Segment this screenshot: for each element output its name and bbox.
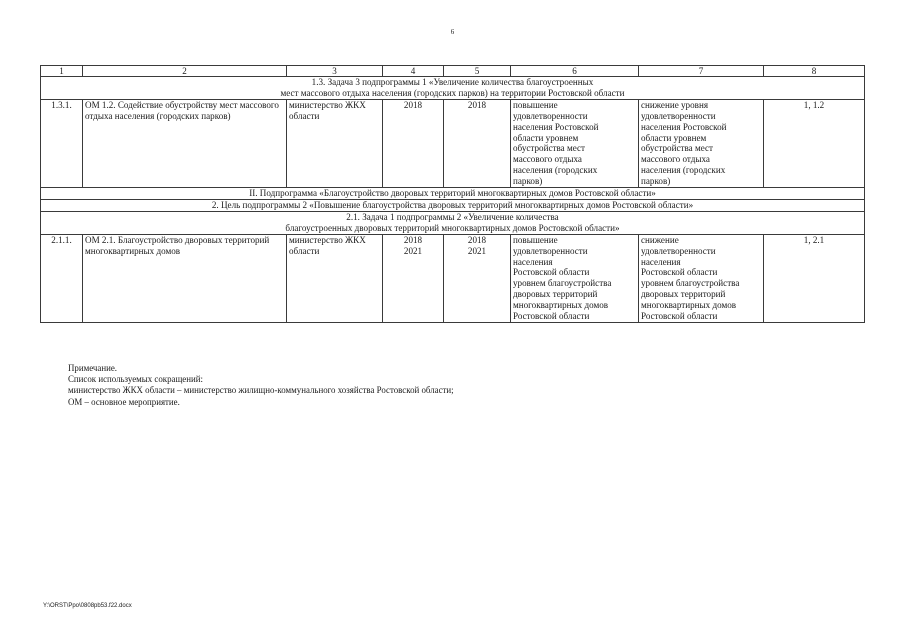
- row-number: 2.1.1.: [41, 234, 83, 322]
- end-year: 2018 2021: [444, 234, 511, 322]
- header-cell: 6: [511, 66, 639, 77]
- start-year: 2018 2021: [383, 234, 444, 322]
- section-goal-2: 2. Цель подпрограммы 2 «Повышение благоустройства дворовых территорий многоквартирных домов Ростовской области»: [41, 199, 865, 211]
- measure-name: ОМ 1.2. Содействие обустройству мест массового отдыха населения (городских парков): [83, 99, 287, 187]
- section-row: [41, 77, 865, 100]
- file-path-footer: Y:\ORST\Ppo\0808pb53.f22.docx: [43, 603, 132, 609]
- table-row: [41, 234, 865, 322]
- header-row: [41, 66, 865, 77]
- section-task-2-1: 2.1. Задача 1 подпрограммы 2 «Увеличение количества благоустроенных дворовых территорий многоквартирных домов Ростовской области»: [41, 211, 865, 234]
- section-row: [41, 188, 865, 200]
- header-cell: 8: [764, 66, 865, 77]
- abbreviation-item: министерство ЖКХ области – министерство жилищно-коммунального хозяйства Ростовской области;: [68, 385, 454, 396]
- measure-name: ОМ 2.1. Благоустройство дворовых территорий многоквартирных домов: [83, 234, 287, 322]
- non-implementation-consequence: снижение удовлетворенности населения Ростовской области уровнем благоустройства дворовых территорий многоквартирных домов Ростовской области: [639, 234, 764, 322]
- section-subprogram-II: II. Подпрограмма «Благоустройство дворовых территорий многоквартирных домов Ростовской области»: [41, 188, 865, 200]
- header-cell: 2: [83, 66, 287, 77]
- expected-result: повышение удовлетворенности населения Ростовской области уровнем обустройства мест массового отдыха населения (городских парков): [511, 99, 639, 187]
- header-cell: 3: [287, 66, 383, 77]
- abbreviation-item: ОМ – основное мероприятие.: [68, 396, 180, 407]
- header-cell: 1: [41, 66, 83, 77]
- start-year: 2018: [383, 99, 444, 187]
- expected-result: повышение удовлетворенности населения Ростовской области уровнем благоустройства дворовых территорий многоквартирных домов Ростовской области: [511, 234, 639, 322]
- abbreviations-heading: Список используемых сокращений:: [68, 374, 203, 385]
- non-implementation-consequence: снижение уровня удовлетворенности населения Ростовской области уровнем обустройства мест массового отдыха населения (городских парков): [639, 99, 764, 187]
- table-row: [41, 99, 865, 187]
- measures-table: [40, 65, 865, 323]
- executor: министерство ЖКХ области: [287, 99, 383, 187]
- section-row: [41, 199, 865, 211]
- header-cell: 7: [639, 66, 764, 77]
- notes-title: Примечание.: [68, 363, 117, 373]
- indicator-link: 1, 2.1: [764, 234, 865, 322]
- end-year: 2018: [444, 99, 511, 187]
- page-number: 6: [450, 28, 455, 36]
- header-cell: 4: [383, 66, 444, 77]
- section-row: [41, 211, 865, 234]
- notes-block: [42, 363, 454, 408]
- header-cell: 5: [444, 66, 511, 77]
- section-task-1-3: 1.3. Задача 3 подпрограммы 1 «Увеличение количества благоустроенных мест массового отдыха населения (городских парков) на территории Ростовской области: [41, 77, 865, 100]
- executor: министерство ЖКХ области: [287, 234, 383, 322]
- indicator-link: 1, 1.2: [764, 99, 865, 187]
- row-number: 1.3.1.: [41, 99, 83, 187]
